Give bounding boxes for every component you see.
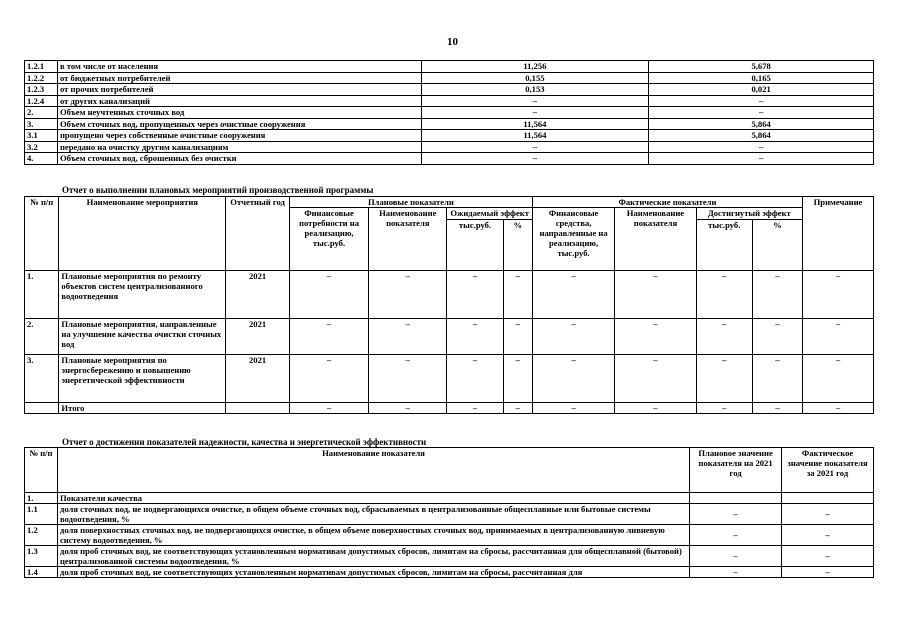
table-row bbox=[25, 95, 874, 107]
header-plan-value: Плановое значение показателя на 2021 год bbox=[690, 448, 782, 493]
row-dash: – bbox=[752, 271, 802, 319]
total-dash: – bbox=[447, 403, 503, 414]
row-value-plan: 0,155 bbox=[421, 72, 649, 84]
header-plan: Плановые показатели bbox=[289, 197, 532, 208]
row-note: – bbox=[803, 355, 874, 403]
row-dash: – bbox=[503, 271, 532, 319]
total-dash: – bbox=[503, 403, 532, 414]
section-title-programs: Отчет о выполнении плановых мероприятий производственной программы bbox=[62, 185, 374, 195]
row-num: 1.2.1 bbox=[25, 61, 58, 73]
header-note: Примечание bbox=[803, 197, 874, 271]
row-num: 1. bbox=[25, 271, 59, 319]
row-value-plan: 11,564 bbox=[421, 118, 649, 130]
total-row bbox=[25, 403, 874, 414]
header-year: Отчетный год bbox=[226, 197, 290, 271]
row-plan-value bbox=[690, 493, 782, 504]
section-title-indicators: Отчет о достижении показателей надежности, качества и энергетической эффективности bbox=[62, 437, 427, 447]
row-num: 1. bbox=[25, 493, 58, 504]
row-num: 3. bbox=[25, 118, 58, 130]
table-row bbox=[25, 355, 874, 403]
row-value-fact: 5,864 bbox=[649, 130, 874, 142]
row-dash: – bbox=[615, 271, 696, 319]
page-number: 10 bbox=[447, 36, 458, 48]
table-row bbox=[25, 525, 874, 546]
row-value-fact: 0,021 bbox=[649, 84, 874, 96]
row-name: передано на очистку другим канализациям bbox=[57, 141, 421, 153]
table-row bbox=[25, 319, 874, 355]
total-dash: – bbox=[532, 403, 614, 414]
total-dash: – bbox=[289, 403, 368, 414]
table-row bbox=[25, 567, 874, 578]
row-year: 2021 bbox=[226, 271, 290, 319]
row-dash: – bbox=[369, 355, 447, 403]
total-num bbox=[25, 403, 59, 414]
row-dash: – bbox=[447, 319, 503, 355]
wastewater-volume-table bbox=[24, 60, 874, 165]
total-note: – bbox=[803, 403, 874, 414]
row-year: 2021 bbox=[226, 355, 290, 403]
row-value-fact: – bbox=[649, 141, 874, 153]
table-row bbox=[25, 493, 874, 504]
row-dash: – bbox=[696, 271, 752, 319]
header-fact-pct: % bbox=[752, 220, 802, 271]
row-value-plan: – bbox=[421, 107, 649, 119]
row-indicator-name: доля сточных вод, не подвергающихся очистке, в общем объеме сточных вод, сбрасываемых в централизованные общесплавные или бытовые системы водоотведения, % bbox=[57, 504, 689, 525]
header-fact-rub: тыс.руб. bbox=[696, 220, 752, 271]
row-plan-value: – bbox=[690, 567, 782, 578]
table-row bbox=[25, 504, 874, 525]
row-indicator-name: доля проб сточных вод, не соответствующих установленным нормативам допустимых сбросов, лимитам на сбросы, рассчитанная для общесплавной (бытовой) централизованной системы водоотведения, % bbox=[57, 546, 689, 567]
row-num: 1.2.4 bbox=[25, 95, 58, 107]
header-fact-effect: Достигнутый эффект bbox=[696, 208, 802, 220]
header-plan-indicator: Наименование показателя bbox=[369, 208, 447, 271]
header-fact-indicator: Наименование показателя bbox=[615, 208, 696, 271]
row-name: от прочих потребителей bbox=[57, 84, 421, 96]
row-dash: – bbox=[532, 355, 614, 403]
row-value-fact: 5,864 bbox=[649, 118, 874, 130]
row-plan-value: – bbox=[690, 525, 782, 546]
row-activity-name: Плановые мероприятия по ремонту объектов систем централизованного водоотведения bbox=[59, 271, 226, 319]
header-num: № п/п bbox=[25, 197, 59, 271]
row-dash: – bbox=[447, 355, 503, 403]
row-value-plan: – bbox=[421, 141, 649, 153]
header-fact: Фактические показатели bbox=[532, 197, 802, 208]
header-plan-effect: Ожидаемый эффект bbox=[447, 208, 533, 220]
row-note: – bbox=[803, 319, 874, 355]
row-value-plan: – bbox=[421, 95, 649, 107]
row-name: Объем сточных вод, пропущенных через очистные сооружения bbox=[57, 118, 421, 130]
row-value-plan: – bbox=[421, 153, 649, 165]
row-dash: – bbox=[503, 355, 532, 403]
row-dash: – bbox=[696, 355, 752, 403]
row-fact-value: – bbox=[782, 546, 874, 567]
total-dash: – bbox=[615, 403, 696, 414]
row-num: 1.4 bbox=[25, 567, 58, 578]
row-name: Объем сточных вод, сброшенных без очистки bbox=[57, 153, 421, 165]
row-dash: – bbox=[615, 355, 696, 403]
header-indicator-name: Наименование показателя bbox=[57, 448, 689, 493]
row-name: в том числе от населения bbox=[57, 61, 421, 73]
row-dash: – bbox=[752, 355, 802, 403]
row-name: Объем неучтенных сточных вод bbox=[57, 107, 421, 119]
row-num: 1.1 bbox=[25, 504, 58, 525]
row-num: 2. bbox=[25, 107, 58, 119]
row-num: 1.2.2 bbox=[25, 72, 58, 84]
table-row bbox=[25, 546, 874, 567]
row-dash: – bbox=[752, 319, 802, 355]
row-indicator-name: доля проб сточных вод, не соответствующих установленным нормативам допустимых сбросов, лимитам на сбросы, рассчитанная для bbox=[57, 567, 689, 578]
header-fact-value: Фактическое значение показателя за 2021 год bbox=[782, 448, 874, 493]
table-row bbox=[25, 107, 874, 119]
total-year bbox=[226, 403, 290, 414]
row-dash: – bbox=[532, 319, 614, 355]
row-dash: – bbox=[447, 271, 503, 319]
header-activity-name: Наименование мероприятия bbox=[59, 197, 226, 271]
header-fact-finance: Финансовые средства, направленные на реализацию, тыс.руб. bbox=[532, 208, 614, 271]
table-row bbox=[25, 141, 874, 153]
header-num: № п/п bbox=[25, 448, 58, 493]
row-plan-value: – bbox=[690, 504, 782, 525]
row-fact-value: – bbox=[782, 567, 874, 578]
total-dash: – bbox=[369, 403, 447, 414]
table-row bbox=[25, 84, 874, 96]
header-plan-finance: Финансовые потребности на реализацию, тыс.руб. bbox=[289, 208, 368, 271]
total-label: Итого bbox=[59, 403, 226, 414]
row-name: от других канализаций bbox=[57, 95, 421, 107]
row-dash: – bbox=[532, 271, 614, 319]
row-dash: – bbox=[289, 271, 368, 319]
row-num: 3.1 bbox=[25, 130, 58, 142]
row-num: 2. bbox=[25, 319, 59, 355]
row-value-fact: 0,165 bbox=[649, 72, 874, 84]
row-fact-value: – bbox=[782, 525, 874, 546]
row-name: от бюджетных потребителей bbox=[57, 72, 421, 84]
row-dash: – bbox=[696, 319, 752, 355]
row-num: 3. bbox=[25, 355, 59, 403]
indicators-report-table bbox=[24, 447, 874, 578]
total-dash: – bbox=[696, 403, 752, 414]
row-dash: – bbox=[289, 355, 368, 403]
row-dash: – bbox=[369, 319, 447, 355]
table-row bbox=[25, 72, 874, 84]
row-dash: – bbox=[369, 271, 447, 319]
row-value-fact: – bbox=[649, 153, 874, 165]
table-row bbox=[25, 271, 874, 319]
total-dash: – bbox=[752, 403, 802, 414]
programs-report-table bbox=[24, 196, 874, 414]
table-row bbox=[25, 118, 874, 130]
row-value-fact: 5,678 bbox=[649, 61, 874, 73]
row-dash: – bbox=[615, 319, 696, 355]
row-name: пропущено через собственные очистные сооружения bbox=[57, 130, 421, 142]
row-value-plan: 11,256 bbox=[421, 61, 649, 73]
row-dash: – bbox=[289, 319, 368, 355]
row-activity-name: Плановые мероприятия по энергосбережению и повышению энергетической эффективности bbox=[59, 355, 226, 403]
row-indicator-name: доля поверхностных сточных вод, не подвергающихся очистке, в общем объеме поверхностных сточных вод, принимаемых в централизованную ливневую систему водоотведения, % bbox=[57, 525, 689, 546]
header-plan-pct: % bbox=[503, 220, 532, 271]
row-num: 1.2 bbox=[25, 525, 58, 546]
row-value-fact: – bbox=[649, 107, 874, 119]
row-dash: – bbox=[503, 319, 532, 355]
table-row bbox=[25, 153, 874, 165]
row-activity-name: Плановые мероприятия, направленные на улучшение качества очистки сточных вод bbox=[59, 319, 226, 355]
row-fact-value: – bbox=[782, 504, 874, 525]
row-num: 1.3 bbox=[25, 546, 58, 567]
row-plan-value: – bbox=[690, 546, 782, 567]
row-year: 2021 bbox=[226, 319, 290, 355]
row-num: 3.2 bbox=[25, 141, 58, 153]
row-indicator-name: Показатели качества bbox=[57, 493, 689, 504]
row-fact-value bbox=[782, 493, 874, 504]
row-value-plan: 0,153 bbox=[421, 84, 649, 96]
row-note: – bbox=[803, 271, 874, 319]
row-num: 4. bbox=[25, 153, 58, 165]
row-num: 1.2.3 bbox=[25, 84, 58, 96]
header-plan-rub: тыс.руб. bbox=[447, 220, 503, 271]
row-value-plan: 11,564 bbox=[421, 130, 649, 142]
table-row bbox=[25, 130, 874, 142]
table-row bbox=[25, 61, 874, 73]
row-value-fact: – bbox=[649, 95, 874, 107]
